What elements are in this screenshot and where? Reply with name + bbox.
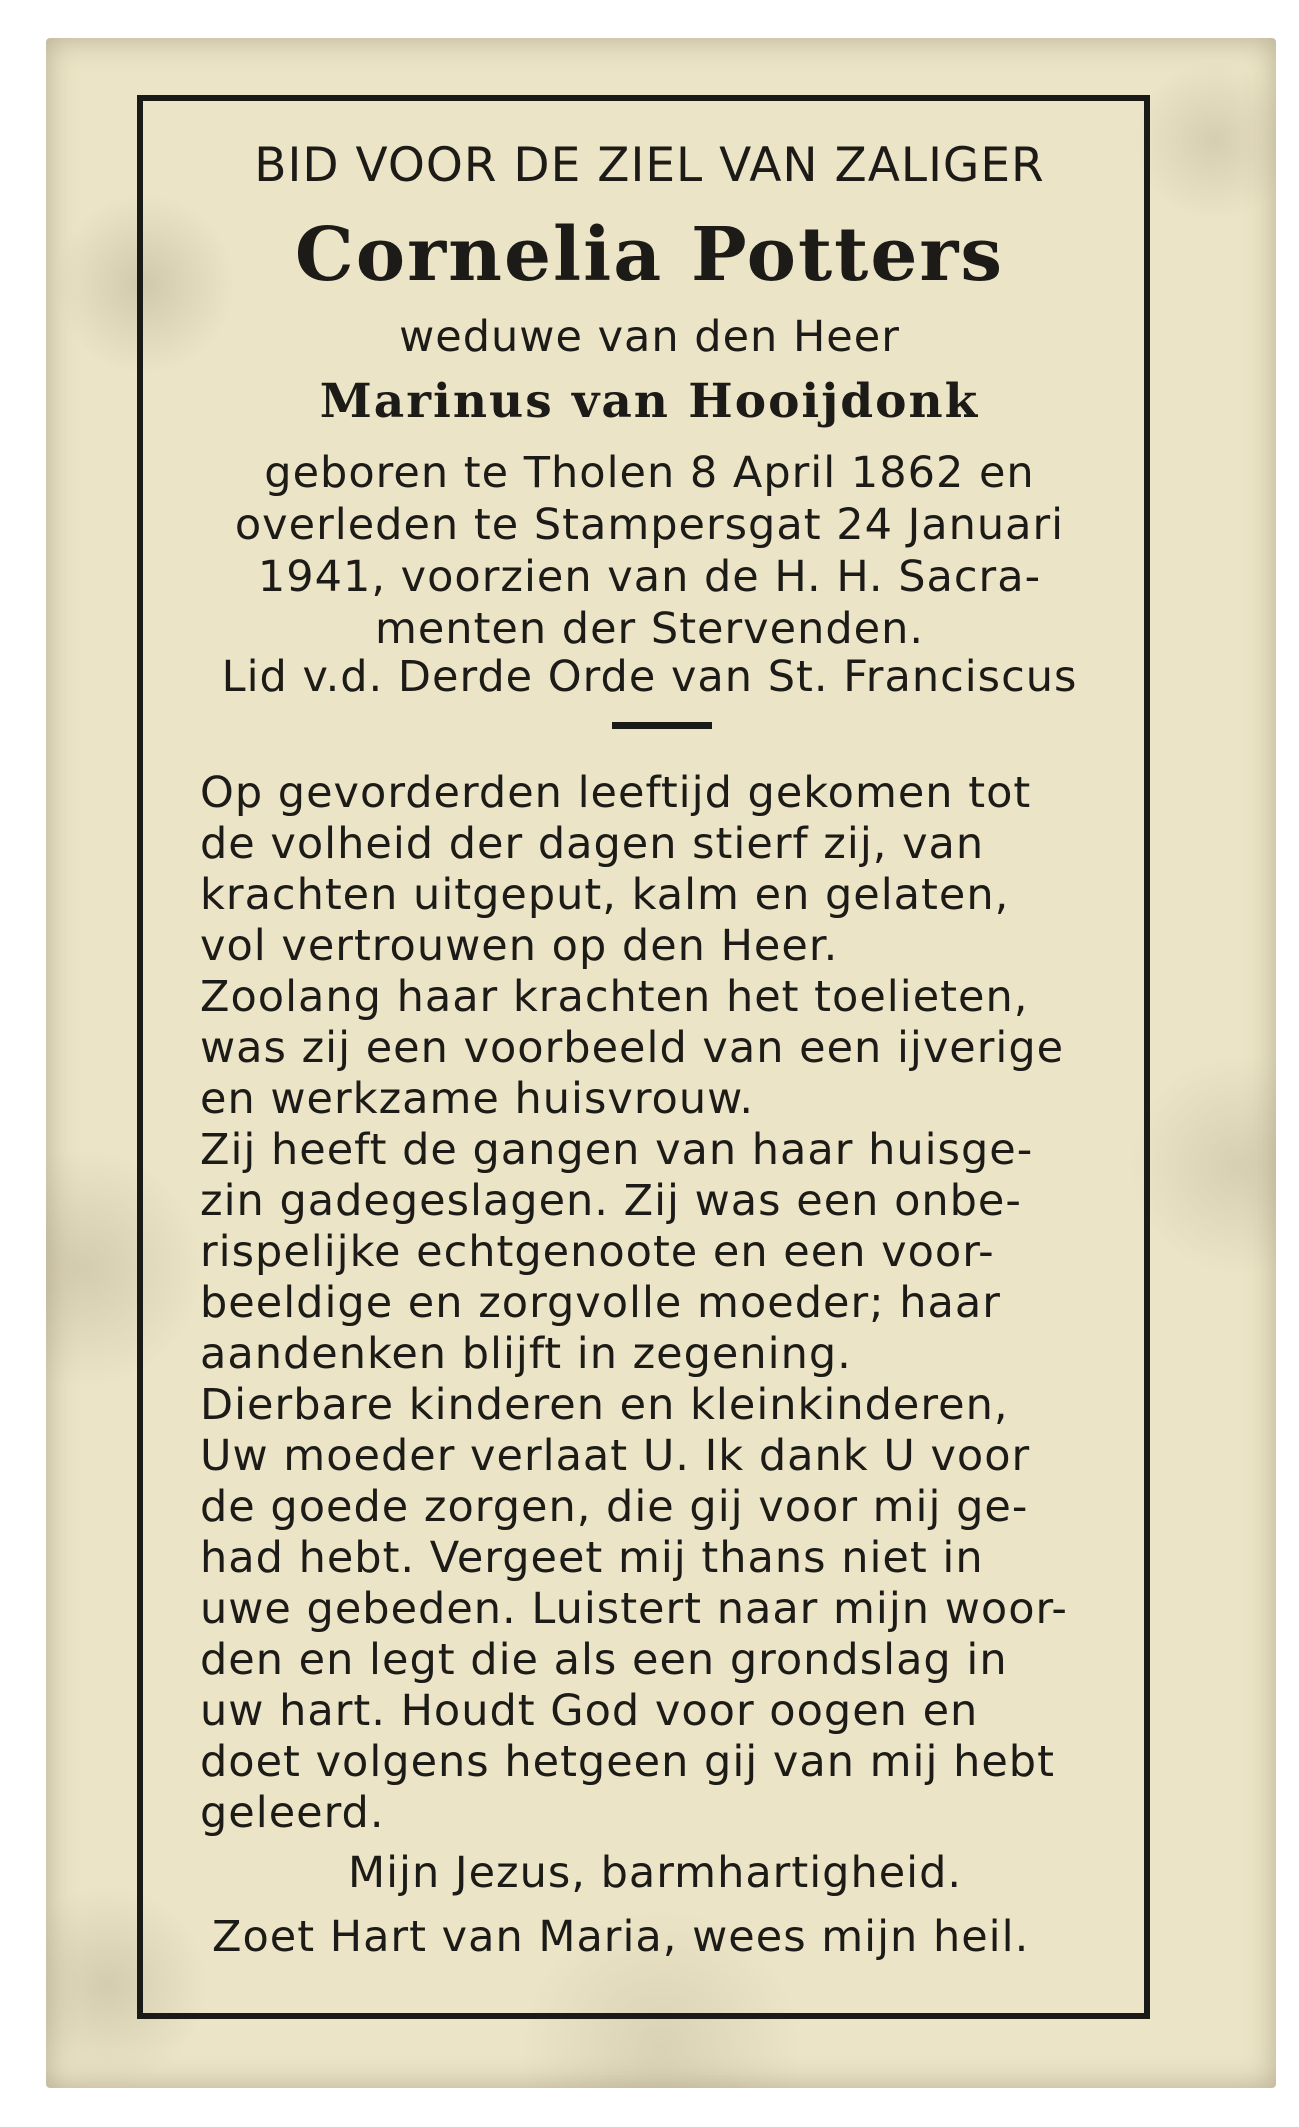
bio-line: overleden te Stampersgat 24 Januari [234,500,1065,550]
body-line: de volheid der dagen stierf zij, van [200,819,985,869]
body-line: den en legt die als een grondslag in [200,1635,1008,1685]
body-line: Uw moeder verlaat U. Ik dank U voor [200,1431,1031,1481]
body-line: Zij heeft de gangen van haar huisge- [200,1125,1034,1175]
husband-name: Marinus van Hooijdonk [319,374,980,429]
divider-rule [612,722,712,729]
widow-line: weduwe van den Heer [399,312,900,362]
bio-line: menten der Stervenden. [374,604,925,654]
closing-prayer-2: Zoet Hart van Maria, wees mijn heil. [212,1912,1030,1962]
bio-line: 1941, voorzien van de H. H. Sacra- [257,552,1042,602]
body-line: beeldige en zorgvolle moeder; haar [200,1278,1001,1328]
bio-line: Lid v.d. Derde Orde van St. Franciscus [221,652,1078,702]
body-line: geleerd. [200,1788,385,1838]
body-line: Dierbare kinderen en kleinkinderen, [200,1380,1009,1430]
body-line: had hebt. Vergeet mij thans niet in [200,1533,984,1583]
deceased-name: Cornelia Potters [294,212,1005,298]
body-line: uwe gebeden. Luistert naar mijn woor- [200,1584,1068,1634]
body-line: aandenken blijft in zegening. [200,1329,852,1379]
card-header: BID VOOR DE ZIEL VAN ZALIGER [254,138,1045,193]
body-line: de goede zorgen, die gij voor mij ge- [200,1482,1029,1532]
bio-line: geboren te Tholen 8 April 1862 en [264,448,1035,498]
closing-prayer-1: Mijn Jezus, barmhartigheid. [348,1848,963,1898]
body-line: Zoolang haar krachten het toelieten, [200,972,1029,1022]
body-line: vol vertrouwen op den Heer. [200,921,839,971]
body-line: doet volgens hetgeen gij van mij hebt [200,1737,1055,1787]
body-line: was zij een voorbeeld van een ijverige [200,1023,1065,1073]
body-line: en werkzame huisvrouw. [200,1074,754,1124]
body-line: rispelijke echtgenoote en een voor- [200,1227,995,1277]
body-line: zin gadegeslagen. Zij was een onbe- [200,1176,1022,1226]
body-line: Op gevorderden leeftijd gekomen tot [200,768,1032,818]
body-line: krachten uitgeput, kalm en gelaten, [200,870,1010,920]
body-line: uw hart. Houdt God voor oogen en [200,1686,979,1736]
